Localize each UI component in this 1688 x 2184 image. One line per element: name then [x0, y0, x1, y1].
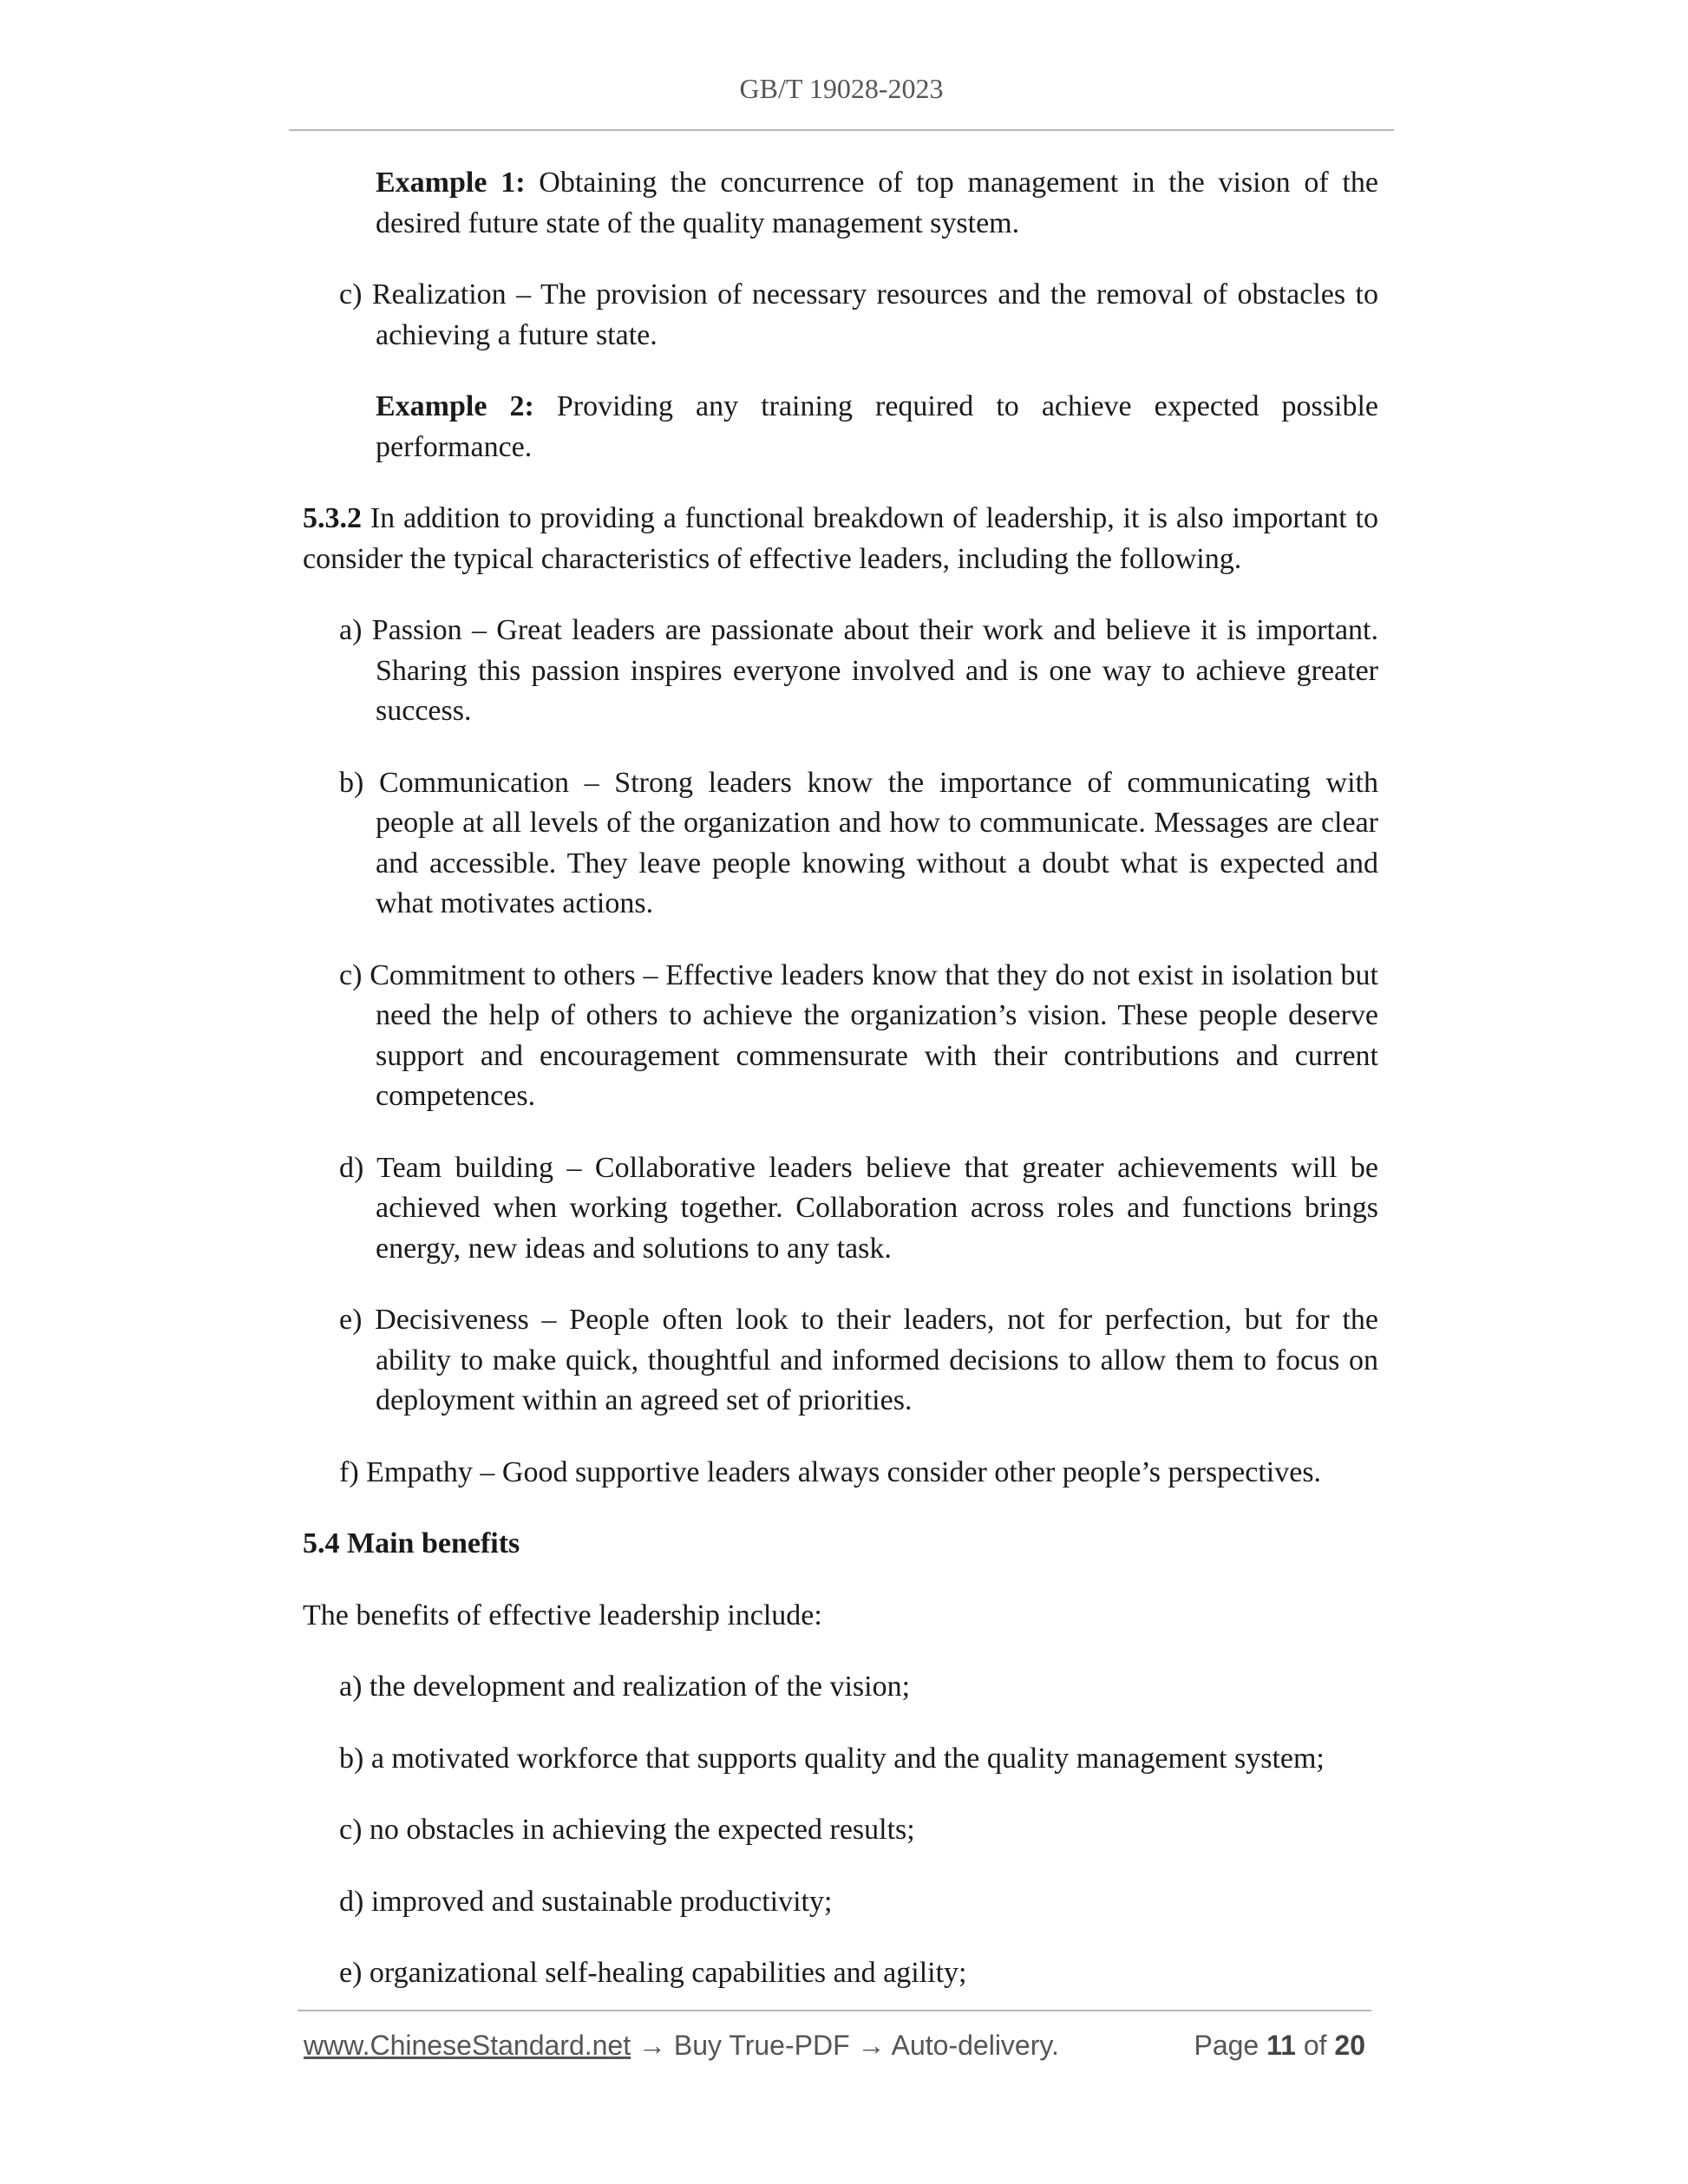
clause-5-3-2-number: 5.3.2: [303, 502, 362, 534]
characteristic-commitment: c) Commitment to others – Effective leaders know that they do not exist in isolation but need the help of others to achieve the organization’s vision. These people deserve support and encouragement commensurate with their contributions and current competences.: [339, 958, 1378, 1112]
benefit-item: a) the development and realization of the vision;: [339, 1671, 911, 1703]
example-2: [303, 387, 1378, 468]
example-2-label: Example 2:: [376, 390, 534, 422]
section-5-4-title: 5.4 Main benefits: [303, 1527, 520, 1560]
footer-promo: → Buy True-PDF → Auto-delivery.: [631, 2030, 1059, 2061]
benefit-item: b) a motivated workforce that supports quality and the quality management system;: [339, 1742, 1325, 1775]
example-1: [303, 163, 1378, 244]
page-label: Page: [1194, 2030, 1259, 2061]
page-current: 11: [1266, 2030, 1296, 2061]
characteristic-passion: a) Passion – Great leaders are passionate about their work and believe it is important. Sharing this passion inspires everyone involved and is one way to achieve greater success.: [339, 614, 1378, 727]
characteristic-empathy: f) Empathy – Good supportive leaders always consider other people’s perspectives.: [339, 1455, 1322, 1488]
benefit-item: c) no obstacles in achieving the expected results;: [339, 1814, 915, 1846]
example-1-text: Obtaining the concurrence of top management in the vision of the desired future state of the quality management system.: [376, 167, 1378, 239]
page-indicator: [1194, 2030, 1365, 2062]
benefit-item: d) improved and sustainable productivity;: [339, 1885, 833, 1918]
example-1-label: Example 1:: [376, 167, 526, 199]
footer-divider: [298, 2010, 1371, 2011]
characteristic-team-building: d) Team building – Collaborative leaders believe that greater achievements will be achieved when working together. Collaboration across roles and functions brings energy, new ideas and solutions to any task.: [339, 1151, 1378, 1265]
list-item-realization: c) Realization – The provision of necessary resources and the removal of obstacles to achieving a future state.: [339, 278, 1378, 351]
page-content: [303, 163, 1378, 1994]
page-total: 20: [1334, 2030, 1365, 2061]
document-header: GB/T 19028-2023: [739, 73, 944, 104]
page-footer: [304, 2030, 1371, 2062]
characteristic-communication: b) Communication – Strong leaders know the importance of communicating with people at all levels of the organization and how to communicate. Messages are clear and accessible. They leave people knowing without a doubt what is expected and what motivates actions.: [339, 766, 1378, 919]
benefit-item: e) organizational self-healing capabilities and agility;: [339, 1957, 967, 1989]
benefits-intro: The benefits of effective leadership include:: [303, 1599, 822, 1631]
header-divider: [289, 129, 1394, 131]
example-2-text: Providing any training required to achieve expected possible performance.: [376, 390, 1378, 463]
characteristic-decisiveness: e) Decisiveness – People often look to their leaders, not for perfection, but for the ability to make quick, thoughtful and informed decisions to allow them to focus on deployment within an agreed set of priorities.: [339, 1304, 1378, 1416]
website-link[interactable]: www.ChineseStandard.net: [304, 2030, 631, 2061]
page-of: of: [1303, 2030, 1327, 2061]
clause-5-3-2-text: In addition to providing a functional breakdown of leadership, it is also important to consider the typical characteristics of effective leaders, including the following.: [303, 502, 1378, 575]
clause-5-3-2: [303, 499, 1378, 579]
